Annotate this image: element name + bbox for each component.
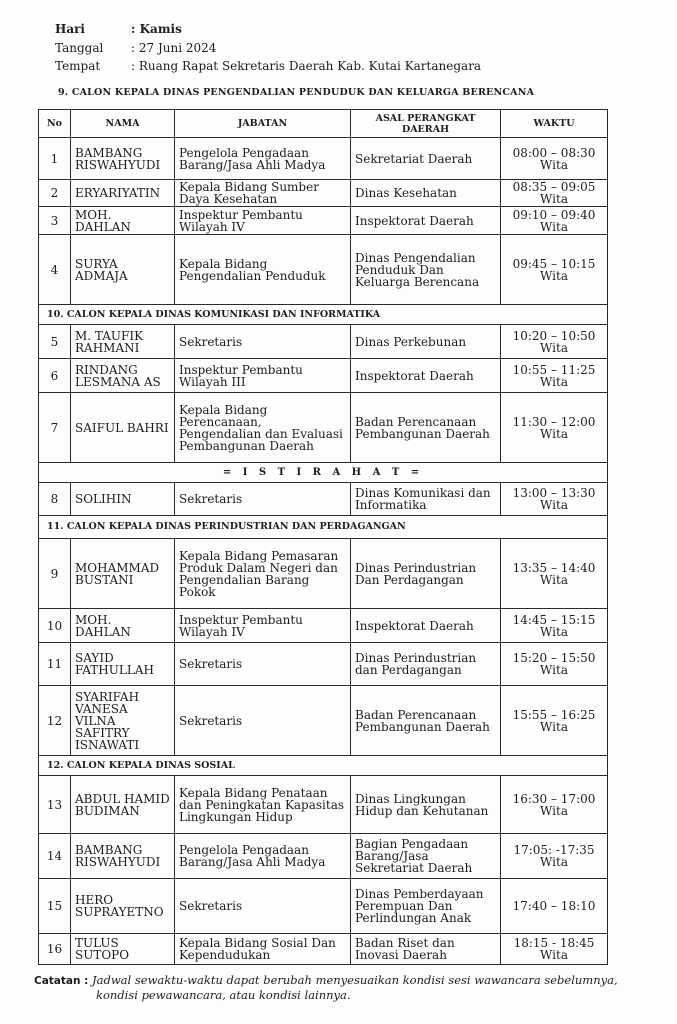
row-jabatan: Kepala Bidang Pemasaran Produk Dalam Negeri dan Pengendalian Barang Pokok	[175, 539, 351, 609]
table-row	[39, 643, 608, 686]
row-no: 3	[39, 207, 71, 235]
hari-label: Hari	[55, 22, 85, 36]
row-nama: TULUS SUTOPO	[71, 934, 175, 965]
row-waktu: 18:15 - 18:45 Wita	[501, 934, 608, 965]
table-row	[39, 776, 608, 834]
row-jabatan: Kepala Bidang Sumber Daya Kesehatan	[175, 180, 351, 207]
row-waktu: 14:45 – 15:15 Wita	[501, 609, 608, 643]
row-jabatan: Inspektur Pembantu Wilayah IV	[175, 207, 351, 235]
row-waktu: 17:40 – 18:10	[501, 879, 608, 934]
row-asal: Dinas Pengendalian Penduduk Dan Keluarga Berencana	[351, 235, 501, 305]
footnote	[34, 974, 634, 1002]
row-asal: Dinas Perkebunan	[351, 325, 501, 359]
meta-tanggal	[55, 41, 216, 55]
section-title-10: 10. CALON KEPALA DINAS KOMUNIKASI DAN INFORMATIKA	[39, 305, 608, 325]
row-no: 6	[39, 359, 71, 393]
section-row	[39, 756, 608, 776]
table-row	[39, 359, 608, 393]
row-no: 16	[39, 934, 71, 965]
row-no: 14	[39, 834, 71, 879]
row-nama: SAIFUL BAHRI	[71, 393, 175, 463]
row-asal: Badan Perencanaan Pembangunan Daerah	[351, 393, 501, 463]
col-no: No	[39, 110, 71, 138]
row-waktu: 09:10 – 09:40 Wita	[501, 207, 608, 235]
table-row	[39, 834, 608, 879]
hari-value: : Kamis	[131, 22, 182, 36]
section-title-11: 11. CALON KEPALA DINAS PERINDUSTRIAN DAN PERDAGANGAN	[39, 516, 608, 539]
row-jabatan: Sekretaris	[175, 325, 351, 359]
table-row	[39, 138, 608, 180]
row-waktu: 10:20 – 10:50 Wita	[501, 325, 608, 359]
row-asal: Dinas Perindustrian dan Perdagangan	[351, 643, 501, 686]
row-nama: HERO SUPRAYETNO	[71, 879, 175, 934]
section-title-12: 12. CALON KEPALA DINAS SOSIAL	[39, 756, 608, 776]
row-jabatan: Kepala Bidang Perencanaan, Pengendalian dan Evaluasi Pembangunan Daerah	[175, 393, 351, 463]
table-row	[39, 609, 608, 643]
row-waktu: 16:30 – 17:00 Wita	[501, 776, 608, 834]
row-asal: Dinas Perindustrian Dan Perdagangan	[351, 539, 501, 609]
table-row	[39, 686, 608, 756]
col-jabatan: JABATAN	[175, 110, 351, 138]
row-asal: Dinas Komunikasi dan Informatika	[351, 483, 501, 516]
row-jabatan: Pengelola Pengadaan Barang/Jasa Ahli Madya	[175, 834, 351, 879]
row-nama: ABDUL HAMID BUDIMAN	[71, 776, 175, 834]
row-waktu: 10:55 – 11:25 Wita	[501, 359, 608, 393]
table-row	[39, 879, 608, 934]
row-nama: SURYA ADMAJA	[71, 235, 175, 305]
row-no: 13	[39, 776, 71, 834]
row-no: 1	[39, 138, 71, 180]
row-waktu: 15:55 – 16:25 Wita	[501, 686, 608, 756]
row-nama: RINDANG LESMANA AS	[71, 359, 175, 393]
row-waktu: 11:30 – 12:00 Wita	[501, 393, 608, 463]
row-asal: Dinas Lingkungan Hidup dan Kehutanan	[351, 776, 501, 834]
row-nama: BAMBANG RISWAHYUDI	[71, 834, 175, 879]
schedule-table	[38, 109, 608, 965]
row-nama: SYARIFAH VANESA VILNA SAFITRY ISNAWATI	[71, 686, 175, 756]
row-asal: Dinas Pemberdayaan Perempuan Dan Perlindungan Anak	[351, 879, 501, 934]
meta-hari	[55, 22, 182, 36]
row-asal: Bagian Pengadaan Barang/Jasa Sekretariat Daerah	[351, 834, 501, 879]
row-nama: SAYID FATHULLAH	[71, 643, 175, 686]
table-row	[39, 235, 608, 305]
row-waktu: 15:20 – 15:50 Wita	[501, 643, 608, 686]
row-asal: Badan Perencanaan Pembangunan Daerah	[351, 686, 501, 756]
table-row	[39, 539, 608, 609]
row-jabatan: Sekretaris	[175, 686, 351, 756]
note-label: Catatan :	[34, 975, 89, 987]
row-no: 7	[39, 393, 71, 463]
row-no: 11	[39, 643, 71, 686]
row-waktu: 08:35 – 09:05 Wita	[501, 180, 608, 207]
row-asal: Badan Riset dan Inovasi Daerah	[351, 934, 501, 965]
row-jabatan: Pengelola Pengadaan Barang/Jasa Ahli Madya	[175, 138, 351, 180]
section-row	[39, 305, 608, 325]
row-jabatan: Kepala Bidang Pengendalian Penduduk	[175, 235, 351, 305]
row-nama: BAMBANG RISWAHYUDI	[71, 138, 175, 180]
table-row	[39, 180, 608, 207]
row-asal: Sekretariat Daerah	[351, 138, 501, 180]
row-waktu: 13:35 – 14:40 Wita	[501, 539, 608, 609]
row-no: 12	[39, 686, 71, 756]
tanggal-value: : 27 Juni 2024	[131, 41, 217, 55]
row-jabatan: Sekretaris	[175, 483, 351, 516]
row-nama: MOHAMMAD BUSTANI	[71, 539, 175, 609]
row-nama: M. TAUFIK RAHMANI	[71, 325, 175, 359]
row-asal: Dinas Kesehatan	[351, 180, 501, 207]
row-asal: Inspektorat Daerah	[351, 609, 501, 643]
meta-tempat	[55, 59, 481, 73]
table-row	[39, 483, 608, 516]
row-waktu: 08:00 – 08:30 Wita	[501, 138, 608, 180]
row-nama: SOLIHIN	[71, 483, 175, 516]
table-row	[39, 393, 608, 463]
row-no: 8	[39, 483, 71, 516]
row-asal: Inspektorat Daerah	[351, 207, 501, 235]
row-waktu: 17:05: -17:35 Wita	[501, 834, 608, 879]
note-line-1: Jadwal sewaktu-waktu dapat berubah menyesuaikan kondisi sesi wawancara sebelumnya,	[92, 973, 618, 987]
row-no: 15	[39, 879, 71, 934]
row-no: 10	[39, 609, 71, 643]
row-jabatan: Inspektur Pembantu Wilayah III	[175, 359, 351, 393]
table-row	[39, 934, 608, 965]
col-waktu: WAKTU	[501, 110, 608, 138]
tanggal-label: Tanggal	[55, 41, 104, 55]
section-row	[39, 516, 608, 539]
row-jabatan: Sekretaris	[175, 643, 351, 686]
break-row	[39, 463, 608, 483]
row-no: 4	[39, 235, 71, 305]
section-title-9: 9. CALON KEPALA DINAS PENGENDALIAN PENDUDUK DAN KELUARGA BERENCANA	[58, 87, 535, 98]
table-header-row	[39, 110, 608, 138]
row-jabatan: Inspektur Pembantu Wilayah IV	[175, 609, 351, 643]
row-jabatan: Sekretaris	[175, 879, 351, 934]
break-label: = I S T I R A H A T =	[39, 463, 608, 483]
col-nama: NAMA	[71, 110, 175, 138]
note-line-2: kondisi pewawancara, atau kondisi lainnya.	[96, 987, 351, 1002]
row-no: 9	[39, 539, 71, 609]
row-waktu: 09:45 – 10:15 Wita	[501, 235, 608, 305]
row-nama: MOH. DAHLAN	[71, 207, 175, 235]
col-asal: ASAL PERANGKAT DAERAH	[351, 110, 501, 138]
row-asal: Inspektorat Daerah	[351, 359, 501, 393]
row-jabatan: Kepala Bidang Penataan dan Peningkatan Kapasitas Lingkungan Hidup	[175, 776, 351, 834]
tempat-label: Tempat	[55, 59, 101, 73]
row-jabatan: Kepala Bidang Sosial Dan Kependudukan	[175, 934, 351, 965]
table-row	[39, 325, 608, 359]
row-no: 2	[39, 180, 71, 207]
row-nama: ERYARIYATIN	[71, 180, 175, 207]
row-nama: MOH. DAHLAN	[71, 609, 175, 643]
tempat-value: : Ruang Rapat Sekretaris Daerah Kab. Kutai Kartanegara	[131, 59, 482, 73]
table-row	[39, 207, 608, 235]
row-no: 5	[39, 325, 71, 359]
row-waktu: 13:00 – 13:30 Wita	[501, 483, 608, 516]
